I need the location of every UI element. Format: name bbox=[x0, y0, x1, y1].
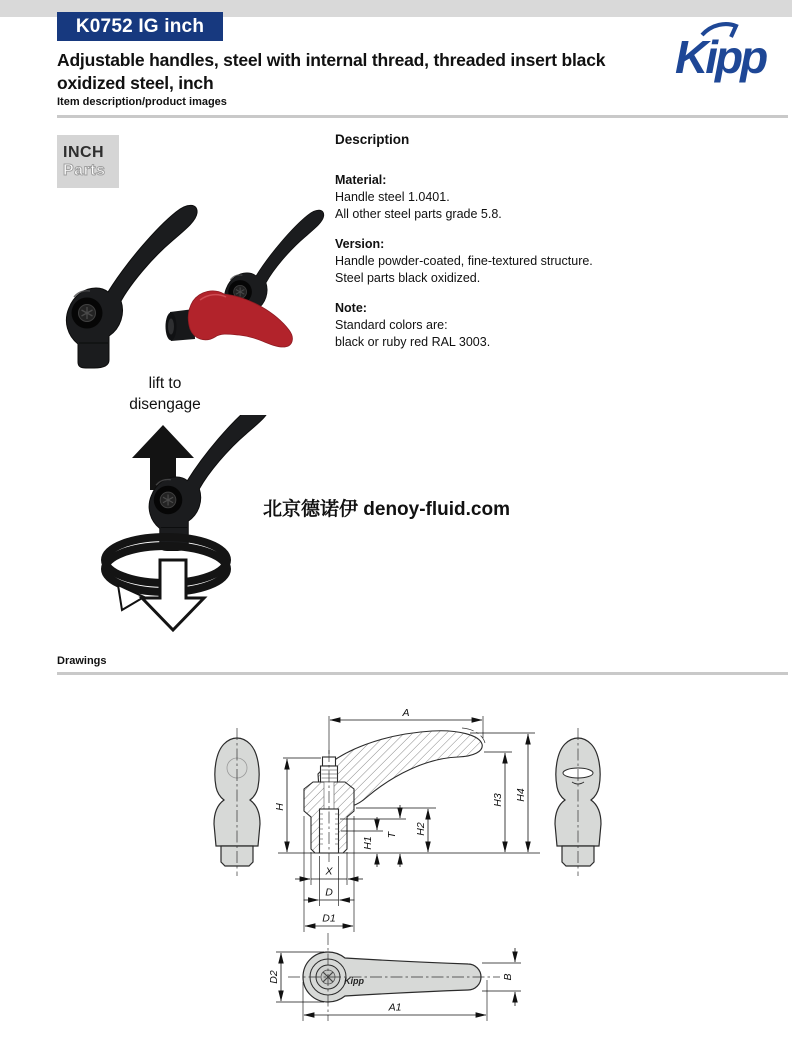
version-line: Handle powder-coated, fine-textured structure. bbox=[335, 254, 593, 268]
dim-label-h: H bbox=[274, 803, 286, 811]
note-label: Note: bbox=[335, 301, 367, 315]
drawings-heading: Drawings bbox=[57, 655, 107, 667]
header-divider bbox=[57, 115, 788, 118]
dim-label-h2: H2 bbox=[415, 822, 427, 836]
inch-parts-badge bbox=[57, 135, 119, 188]
inch-badge-line1: INCH bbox=[63, 143, 105, 161]
technical-drawing bbox=[0, 700, 792, 1035]
note-line: black or ruby red RAL 3003. bbox=[335, 335, 491, 349]
description-panel bbox=[335, 131, 665, 351]
dim-label-a1: A1 bbox=[388, 1001, 402, 1014]
lift-illustration bbox=[80, 415, 300, 640]
lift-caption-line1: lift to bbox=[148, 375, 182, 392]
dim-label-d: D bbox=[325, 886, 333, 899]
kipp-logo bbox=[672, 20, 768, 84]
description-heading: Description bbox=[335, 132, 410, 147]
dim-label-a: A bbox=[402, 707, 410, 719]
material-line: All other steel parts grade 5.8. bbox=[335, 207, 502, 221]
dim-label-h3: H3 bbox=[492, 793, 504, 807]
top-view-brand-mark: Kipp bbox=[344, 976, 364, 986]
handle-photo-red bbox=[166, 291, 293, 347]
drawings-divider bbox=[57, 672, 788, 675]
material-line: Handle steel 1.0401. bbox=[335, 190, 450, 204]
section-label: Item description/product images bbox=[57, 96, 227, 108]
kipp-logo-text: Kipp bbox=[675, 31, 766, 83]
product-code: K0752 IG inch bbox=[75, 15, 205, 37]
version-line: Steel parts black oxidized. bbox=[335, 271, 481, 285]
dim-label-b: B bbox=[502, 973, 514, 981]
kipp-logo-graphic bbox=[672, 20, 768, 84]
watermark: 北京德诺伊 denoy-fluid.com bbox=[263, 499, 511, 520]
lift-caption-line2: disengage bbox=[129, 396, 201, 413]
dim-label-d2: D2 bbox=[268, 970, 280, 984]
product-code-badge bbox=[57, 12, 223, 41]
dim-label-d1: D1 bbox=[322, 912, 336, 925]
note-line: Standard colors are: bbox=[335, 318, 448, 332]
front-view-left bbox=[214, 728, 260, 876]
page-title: Adjustable handles, steel with internal thread, threaded insert black oxidized steel, inch bbox=[57, 50, 606, 93]
front-view-right bbox=[555, 728, 601, 876]
inch-badge-line2: Parts bbox=[63, 161, 106, 179]
handle-photo-large bbox=[66, 205, 197, 368]
dim-label-h1: H1 bbox=[362, 836, 374, 850]
top-view bbox=[268, 933, 521, 1021]
dim-label-t: T bbox=[386, 831, 398, 839]
lift-caption bbox=[95, 373, 235, 415]
dim-label-x: X bbox=[325, 865, 333, 878]
dim-label-h4: H4 bbox=[515, 788, 527, 802]
material-label: Material: bbox=[335, 173, 387, 187]
version-label: Version: bbox=[335, 237, 385, 251]
